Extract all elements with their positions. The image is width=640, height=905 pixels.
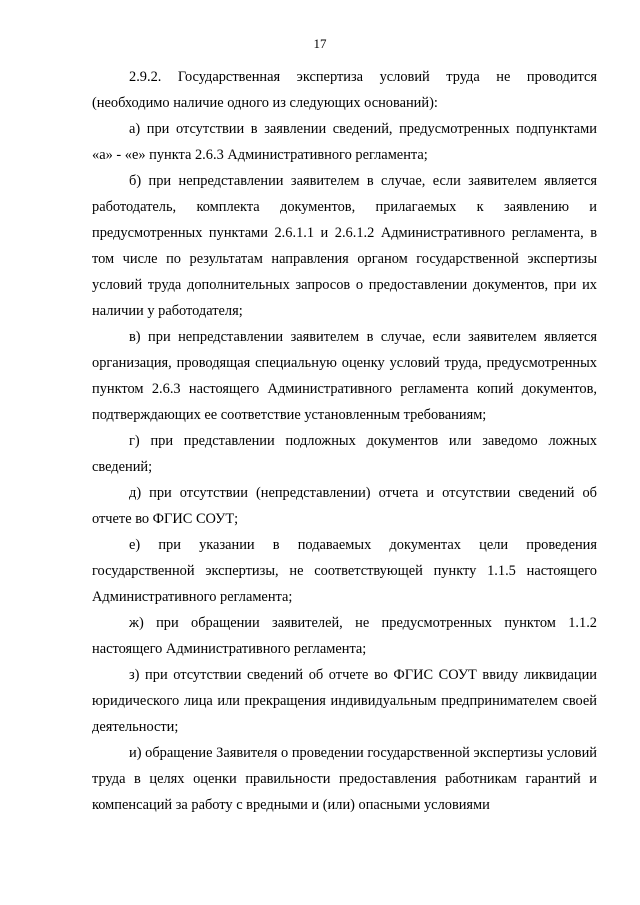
paragraph-item-b: б) при непредставлении заявителем в случае, если заявителем является работодатель, комплекта документов, прилагаемых к заявлению и предусмотренных пунктами 2.6.1.1 и 2.6.1.2 Административного регламента, в том числе по результатам направления органом государственной экспертизы условий труда дополнительных запросов о предоставлении документов, при их наличии у работодателя; [92,173,597,319]
paragraph-item-i: и) обращение Заявителя о проведении государственной экспертизы условий труда в целях оценки правильности предоставления работникам гарантий и компенсаций за работу с вредными и (или) опасными условиями [92,745,597,813]
paragraph-2-9-2: 2.9.2. Государственная экспертиза условий труда не проводится (необходимо наличие одного из следующих оснований): [92,69,597,111]
paragraph-item-e: е) при указании в подаваемых документах цели проведения государственной экспертизы, не соответствующей пункту 1.1.5 настоящего Административного регламента; [92,537,597,605]
page-number: 17 [313,36,327,51]
paragraph-item-g: г) при представлении подложных документов или заведомо ложных сведений; [92,433,597,475]
paragraph-item-v: в) при непредставлении заявителем в случае, если заявителем является организация, проводящая специальную оценку условий труда, предусмотренных пунктом 2.6.3 настоящего Административного регламента копий документов, подтверждающих ее соответствие установленным требованиям; [92,329,597,423]
paragraph-item-zh: ж) при обращении заявителей, не предусмотренных пунктом 1.1.2 настоящего Административного регламента; [92,615,597,657]
paragraph-item-d: д) при отсутствии (непредставлении) отчета и отсутствии сведений об отчете во ФГИС СОУТ; [92,485,597,527]
document-body [92,64,597,818]
paragraph-item-a: а) при отсутствии в заявлении сведений, предусмотренных подпунктами «а» - «е» пункта 2.6.3 Административного регламента; [92,121,597,163]
paragraph-item-z: з) при отсутствии сведений об отчете во ФГИС СОУТ ввиду ликвидации юридического лица или прекращения индивидуальным предпринимателем своей деятельности; [92,667,597,735]
